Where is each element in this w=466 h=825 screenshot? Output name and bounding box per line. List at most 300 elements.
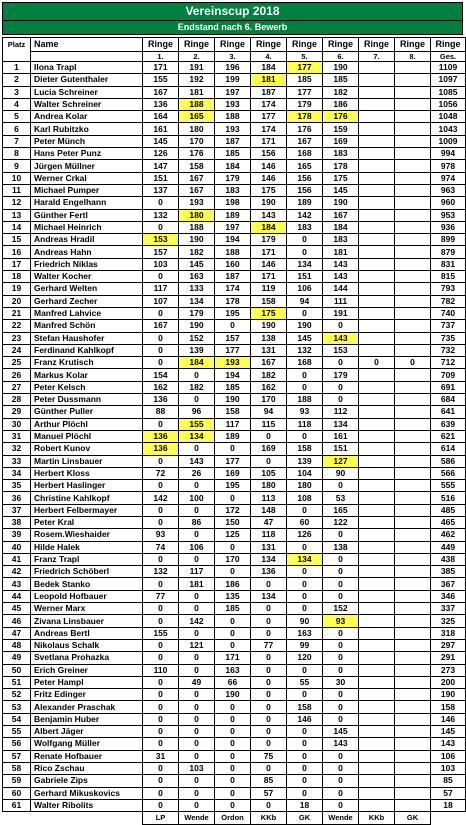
- score-cell-round-4: 0: [251, 701, 287, 713]
- score-cell-round-2: 0: [179, 529, 215, 541]
- score-cell-round-6: 0: [323, 664, 359, 676]
- score-cell-round-1: 0: [143, 357, 179, 369]
- score-cell-round-3: 177: [215, 344, 251, 356]
- rank-cell: 26: [3, 369, 31, 381]
- table-row: [3, 467, 466, 479]
- score-cell-round-6: 134: [323, 418, 359, 430]
- total-cell: 106: [431, 750, 466, 762]
- score-cell-round-1: 103: [143, 258, 179, 270]
- score-cell-round-2: 134: [179, 430, 215, 442]
- table-row: [3, 295, 466, 307]
- score-cell-round-8: [395, 295, 431, 307]
- score-cell-round-4: 75: [251, 750, 287, 762]
- header-round-4: 4.: [251, 52, 287, 62]
- rank-cell: 53: [3, 701, 31, 713]
- table-row: [3, 344, 466, 356]
- score-cell-round-3: 193: [215, 357, 251, 369]
- score-cell-round-3: 0: [215, 541, 251, 553]
- score-cell-round-2: 121: [179, 639, 215, 651]
- score-cell-round-6: 191: [323, 307, 359, 319]
- score-cell-round-8: [395, 344, 431, 356]
- score-cell-round-4: 0: [251, 652, 287, 664]
- score-cell-round-2: 117: [179, 566, 215, 578]
- score-cell-round-5: 178: [287, 111, 323, 123]
- score-cell-round-5: 0: [287, 307, 323, 319]
- results-sheet: [2, 2, 463, 825]
- score-cell-round-1: 0: [143, 504, 179, 516]
- name-cell: Alexander Praschak: [31, 701, 143, 713]
- score-cell-round-8: [395, 467, 431, 479]
- total-cell: 1043: [431, 123, 466, 135]
- name-cell: Michael Pumper: [31, 184, 143, 196]
- score-cell-round-8: [395, 455, 431, 467]
- score-cell-round-5: 180: [287, 480, 323, 492]
- score-cell-round-1: 0: [143, 332, 179, 344]
- total-cell: 297: [431, 639, 466, 651]
- total-cell: 566: [431, 467, 466, 479]
- rank-cell: 42: [3, 566, 31, 578]
- score-cell-round-8: [395, 283, 431, 295]
- name-cell: Herbert Haslinger: [31, 480, 143, 492]
- score-cell-round-3: 187: [215, 135, 251, 147]
- score-cell-round-3: 185: [215, 603, 251, 615]
- name-cell: Günther Puller: [31, 406, 143, 418]
- table-row: [3, 184, 466, 196]
- total-cell: 899: [431, 234, 466, 246]
- footer-discipline-1: LP: [143, 812, 179, 825]
- score-cell-round-8: [395, 111, 431, 123]
- score-cell-round-8: [395, 775, 431, 787]
- score-cell-round-8: [395, 160, 431, 172]
- score-cell-round-2: 0: [179, 726, 215, 738]
- score-cell-round-6: 0: [323, 566, 359, 578]
- score-cell-round-5: 0: [287, 369, 323, 381]
- score-cell-round-2: 190: [179, 234, 215, 246]
- score-cell-round-1: 0: [143, 221, 179, 233]
- score-cell-round-7: [359, 701, 395, 713]
- score-cell-round-2: 145: [179, 258, 215, 270]
- footer-discipline-4: KKb: [251, 812, 287, 825]
- score-cell-round-4: 177: [251, 111, 287, 123]
- score-cell-round-3: 0: [215, 320, 251, 332]
- score-cell-round-6: 0: [323, 787, 359, 799]
- score-cell-round-4: 182: [251, 369, 287, 381]
- score-cell-round-6: 0: [323, 480, 359, 492]
- score-cell-round-1: 0: [143, 307, 179, 319]
- score-cell-round-7: [359, 775, 395, 787]
- header-ringe-7: Ringe: [359, 38, 395, 52]
- score-cell-round-6: 145: [323, 726, 359, 738]
- footer-discipline-2: Wende: [179, 812, 215, 825]
- score-cell-round-2: 0: [179, 627, 215, 639]
- rank-cell: 22: [3, 320, 31, 332]
- name-cell: Werner Crkal: [31, 172, 143, 184]
- score-cell-round-8: [395, 172, 431, 184]
- score-cell-round-3: 0: [215, 492, 251, 504]
- score-cell-round-3: 135: [215, 590, 251, 602]
- table-row: [3, 86, 466, 98]
- score-cell-round-6: 122: [323, 516, 359, 528]
- score-cell-round-2: 188: [179, 98, 215, 110]
- score-cell-round-8: [395, 234, 431, 246]
- score-cell-round-8: [395, 271, 431, 283]
- name-cell: Zivana Linsbauer: [31, 615, 143, 627]
- score-cell-round-8: [395, 750, 431, 762]
- rank-cell: 58: [3, 762, 31, 774]
- score-cell-round-7: [359, 541, 395, 553]
- score-cell-round-7: [359, 590, 395, 602]
- score-cell-round-1: 0: [143, 516, 179, 528]
- table-row: [3, 639, 466, 651]
- header-round-7: 7.: [359, 52, 395, 62]
- rank-cell: 6: [3, 123, 31, 135]
- score-cell-round-3: 188: [215, 111, 251, 123]
- score-cell-round-6: 0: [323, 799, 359, 811]
- score-cell-round-3: 0: [215, 775, 251, 787]
- total-cell: 994: [431, 148, 466, 160]
- score-cell-round-8: [395, 98, 431, 110]
- rank-cell: 56: [3, 738, 31, 750]
- total-cell: 145: [431, 726, 466, 738]
- score-cell-round-5: 0: [287, 246, 323, 258]
- table-row: [3, 750, 466, 762]
- score-cell-round-3: 125: [215, 529, 251, 541]
- rank-cell: 39: [3, 529, 31, 541]
- score-cell-round-5: 90: [287, 615, 323, 627]
- score-cell-round-7: [359, 332, 395, 344]
- score-cell-round-7: [359, 430, 395, 442]
- score-cell-round-6: 145: [323, 184, 359, 196]
- score-cell-round-7: [359, 750, 395, 762]
- total-cell: 555: [431, 480, 466, 492]
- total-cell: 146: [431, 713, 466, 725]
- rank-cell: 61: [3, 799, 31, 811]
- header-round-1: 1.: [143, 52, 179, 62]
- score-cell-round-3: 184: [215, 160, 251, 172]
- score-cell-round-5: 146: [287, 713, 323, 725]
- score-cell-round-8: [395, 701, 431, 713]
- name-cell: Albert Jäger: [31, 726, 143, 738]
- score-cell-round-8: [395, 553, 431, 565]
- total-cell: 318: [431, 627, 466, 639]
- total-cell: 737: [431, 320, 466, 332]
- score-cell-round-4: 85: [251, 775, 287, 787]
- name-cell: Ilona Trapl: [31, 62, 143, 74]
- results-table: [2, 37, 466, 825]
- score-cell-round-4: 167: [251, 357, 287, 369]
- score-cell-round-2: 0: [179, 553, 215, 565]
- score-cell-round-5: 120: [287, 652, 323, 664]
- total-cell: 1009: [431, 135, 466, 147]
- score-cell-round-2: 182: [179, 381, 215, 393]
- name-cell: Andrea Kolar: [31, 111, 143, 123]
- score-cell-round-8: [395, 86, 431, 98]
- score-cell-round-4: 0: [251, 726, 287, 738]
- score-cell-round-8: [395, 652, 431, 664]
- score-cell-round-3: 0: [215, 615, 251, 627]
- score-cell-round-2: 49: [179, 676, 215, 688]
- score-cell-round-1: 0: [143, 344, 179, 356]
- score-cell-round-4: 171: [251, 271, 287, 283]
- score-cell-round-7: [359, 246, 395, 258]
- table-row: [3, 443, 466, 455]
- name-cell: Rico Zschau: [31, 762, 143, 774]
- score-cell-round-5: 167: [287, 135, 323, 147]
- score-cell-round-7: [359, 98, 395, 110]
- footer-discipline-6: Wende: [323, 812, 359, 825]
- score-cell-round-5: 0: [287, 664, 323, 676]
- score-cell-round-1: 0: [143, 197, 179, 209]
- score-cell-round-4: 0: [251, 799, 287, 811]
- score-cell-round-1: 154: [143, 369, 179, 381]
- table-row: [3, 234, 466, 246]
- score-cell-round-4: 169: [251, 443, 287, 455]
- table-row: [3, 738, 466, 750]
- score-cell-round-7: [359, 283, 395, 295]
- score-cell-round-5: 145: [287, 332, 323, 344]
- name-cell: Rosem.Wieshaider: [31, 529, 143, 541]
- score-cell-round-1: 137: [143, 184, 179, 196]
- score-cell-round-2: 142: [179, 615, 215, 627]
- score-cell-round-3: 169: [215, 467, 251, 479]
- score-cell-round-2: 192: [179, 74, 215, 86]
- score-cell-round-7: [359, 74, 395, 86]
- table-row: [3, 676, 466, 688]
- score-cell-round-3: 190: [215, 394, 251, 406]
- score-cell-round-8: [395, 713, 431, 725]
- score-cell-round-3: 0: [215, 799, 251, 811]
- score-cell-round-2: 0: [179, 480, 215, 492]
- total-cell: 684: [431, 394, 466, 406]
- score-cell-round-5: 142: [287, 209, 323, 221]
- table-header: [3, 38, 466, 62]
- score-cell-round-4: 174: [251, 123, 287, 135]
- score-cell-round-6: 152: [323, 603, 359, 615]
- score-cell-round-4: 113: [251, 492, 287, 504]
- header-total: Ges.: [431, 52, 466, 62]
- score-cell-round-4: 187: [251, 86, 287, 98]
- score-cell-round-3: 158: [215, 406, 251, 418]
- score-cell-round-3: 0: [215, 787, 251, 799]
- rank-cell: 16: [3, 246, 31, 258]
- score-cell-round-3: 183: [215, 184, 251, 196]
- name-cell: Gerhard Welten: [31, 283, 143, 295]
- score-cell-round-2: 0: [179, 701, 215, 713]
- score-cell-round-6: 0: [323, 320, 359, 332]
- score-cell-round-2: 180: [179, 123, 215, 135]
- score-cell-round-1: 0: [143, 553, 179, 565]
- name-cell: Peter Kelsch: [31, 381, 143, 393]
- rank-cell: 52: [3, 689, 31, 701]
- rank-cell: 2: [3, 74, 31, 86]
- rank-cell: 15: [3, 234, 31, 246]
- score-cell-round-3: 66: [215, 676, 251, 688]
- score-cell-round-4: 170: [251, 394, 287, 406]
- score-cell-round-4: 156: [251, 148, 287, 160]
- score-cell-round-2: 193: [179, 197, 215, 209]
- score-cell-round-6: 0: [323, 578, 359, 590]
- score-cell-round-1: 142: [143, 492, 179, 504]
- score-cell-round-8: [395, 480, 431, 492]
- header-ringe-4: Ringe: [251, 38, 287, 52]
- score-cell-round-2: 152: [179, 332, 215, 344]
- table-row: [3, 541, 466, 553]
- score-cell-round-3: 178: [215, 295, 251, 307]
- table-row: [3, 246, 466, 258]
- score-cell-round-7: [359, 111, 395, 123]
- score-cell-round-1: 0: [143, 799, 179, 811]
- score-cell-round-4: 175: [251, 184, 287, 196]
- score-cell-round-7: [359, 160, 395, 172]
- table-row: [3, 221, 466, 233]
- footer-discipline-7: KKb: [359, 812, 395, 825]
- page-title: Vereinscup 2018: [2, 2, 463, 21]
- score-cell-round-3: 0: [215, 750, 251, 762]
- score-cell-round-6: 178: [323, 160, 359, 172]
- rank-cell: 43: [3, 578, 31, 590]
- score-cell-round-2: 106: [179, 541, 215, 553]
- score-cell-round-4: 0: [251, 738, 287, 750]
- name-cell: Karl Rubitzko: [31, 123, 143, 135]
- name-cell: Herbert Kloss: [31, 467, 143, 479]
- score-cell-round-7: [359, 307, 395, 319]
- total-cell: 712: [431, 357, 466, 369]
- score-cell-round-3: 199: [215, 74, 251, 86]
- score-cell-round-8: 0: [395, 357, 431, 369]
- score-cell-round-6: 0: [323, 701, 359, 713]
- score-cell-round-4: 119: [251, 283, 287, 295]
- score-cell-round-2: 86: [179, 516, 215, 528]
- total-cell: 735: [431, 332, 466, 344]
- score-cell-round-5: 163: [287, 627, 323, 639]
- score-cell-round-5: 0: [287, 578, 323, 590]
- score-cell-round-4: 0: [251, 689, 287, 701]
- score-cell-round-6: 143: [323, 271, 359, 283]
- score-cell-round-8: [395, 430, 431, 442]
- score-cell-round-8: [395, 62, 431, 74]
- total-cell: 465: [431, 516, 466, 528]
- rank-cell: 11: [3, 184, 31, 196]
- score-cell-round-5: 134: [287, 258, 323, 270]
- score-cell-round-4: 94: [251, 406, 287, 418]
- score-cell-round-5: 106: [287, 283, 323, 295]
- score-cell-round-6: 111: [323, 295, 359, 307]
- score-cell-round-3: 171: [215, 652, 251, 664]
- score-cell-round-2: 0: [179, 738, 215, 750]
- name-cell: Harald Engelhann: [31, 197, 143, 209]
- score-cell-round-3: 0: [215, 713, 251, 725]
- total-cell: 485: [431, 504, 466, 516]
- score-cell-round-2: 100: [179, 492, 215, 504]
- name-cell: Arthur Plöchl: [31, 418, 143, 430]
- score-cell-round-7: [359, 295, 395, 307]
- total-cell: 936: [431, 221, 466, 233]
- score-cell-round-3: 172: [215, 504, 251, 516]
- score-cell-round-8: [395, 209, 431, 221]
- score-cell-round-5: 0: [287, 603, 323, 615]
- score-cell-round-6: 179: [323, 369, 359, 381]
- score-cell-round-7: [359, 615, 395, 627]
- table-row: [3, 492, 466, 504]
- score-cell-round-6: 165: [323, 504, 359, 516]
- score-cell-round-8: [395, 566, 431, 578]
- name-cell: Manfred Schön: [31, 320, 143, 332]
- score-cell-round-7: [359, 689, 395, 701]
- table-row: [3, 418, 466, 430]
- score-cell-round-4: 181: [251, 74, 287, 86]
- score-cell-round-4: 0: [251, 713, 287, 725]
- header-name: Name: [31, 38, 143, 52]
- name-cell: Friedrich Schöberl: [31, 566, 143, 578]
- name-cell: Christine Kahlkopf: [31, 492, 143, 504]
- header-name-blank: [31, 52, 143, 62]
- table-row: [3, 209, 466, 221]
- score-cell-round-1: 155: [143, 74, 179, 86]
- name-cell: Peter Kral: [31, 516, 143, 528]
- score-cell-round-4: 184: [251, 221, 287, 233]
- score-cell-round-7: [359, 86, 395, 98]
- table-row: [3, 406, 466, 418]
- header-ringe-3: Ringe: [215, 38, 251, 52]
- score-cell-round-7: [359, 258, 395, 270]
- score-cell-round-8: [395, 123, 431, 135]
- score-cell-round-6: 175: [323, 172, 359, 184]
- table-row: [3, 148, 466, 160]
- score-cell-round-2: 0: [179, 689, 215, 701]
- header-row-labels: [3, 38, 466, 52]
- score-cell-round-8: [395, 148, 431, 160]
- score-cell-round-1: 0: [143, 762, 179, 774]
- score-cell-round-8: [395, 603, 431, 615]
- score-cell-round-1: 157: [143, 246, 179, 258]
- name-cell: Herbert Felbermayer: [31, 504, 143, 516]
- name-cell: Andreas Hahn: [31, 246, 143, 258]
- header-round-5: 5.: [287, 52, 323, 62]
- score-cell-round-7: [359, 467, 395, 479]
- score-cell-round-6: 182: [323, 86, 359, 98]
- score-cell-round-5: 190: [287, 320, 323, 332]
- score-cell-round-4: 134: [251, 553, 287, 565]
- total-cell: 793: [431, 283, 466, 295]
- name-cell: Andreas Hradil: [31, 234, 143, 246]
- header-ringe-8: Ringe: [395, 38, 431, 52]
- score-cell-round-7: [359, 135, 395, 147]
- score-cell-round-7: [359, 762, 395, 774]
- score-cell-round-3: 196: [215, 62, 251, 74]
- score-cell-round-5: 168: [287, 357, 323, 369]
- score-cell-round-6: 0: [323, 713, 359, 725]
- header-row-rounds: [3, 52, 466, 62]
- score-cell-round-1: 136: [143, 394, 179, 406]
- score-cell-round-8: [395, 74, 431, 86]
- score-cell-round-3: 197: [215, 86, 251, 98]
- score-cell-round-6: 143: [323, 258, 359, 270]
- score-cell-round-6: 184: [323, 221, 359, 233]
- score-cell-round-4: 180: [251, 480, 287, 492]
- rank-cell: 59: [3, 775, 31, 787]
- table-row: [3, 111, 466, 123]
- score-cell-round-8: [395, 221, 431, 233]
- total-cell: 449: [431, 541, 466, 553]
- header-round-2: 2.: [179, 52, 215, 62]
- score-cell-round-6: 151: [323, 443, 359, 455]
- table-row: [3, 357, 466, 369]
- score-cell-round-8: [395, 799, 431, 811]
- score-cell-round-5: 0: [287, 738, 323, 750]
- score-cell-round-3: 163: [215, 664, 251, 676]
- total-cell: 782: [431, 295, 466, 307]
- rank-cell: 60: [3, 787, 31, 799]
